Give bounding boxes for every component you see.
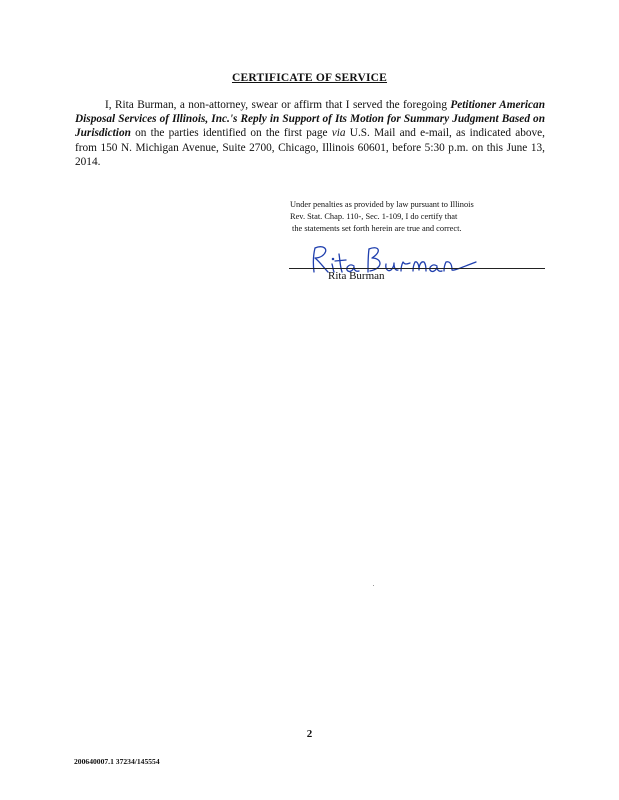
- penalty-line: Rev. Stat. Chap. 110-, Sec. 1-109, I do certify that: [290, 211, 458, 221]
- body-via: via: [331, 127, 346, 140]
- body-intro: I, Rita Burman, a non-attorney, swear or affirm that I served the foregoing: [105, 99, 451, 111]
- penalty-statement: [290, 199, 530, 234]
- signer-name: Rita Burman: [328, 270, 385, 282]
- certificate-body: [75, 98, 545, 169]
- penalty-line: Under penalties as provided by law pursuant to Illinois: [290, 200, 474, 209]
- body-ending: U.S. Mail and e-mail, as indicated above, from 150 N. Michigan Avenue, Suite 2700, Chicago, Illinois 60601, before 5:30 p.m. on this June 13, 2014.: [75, 127, 546, 168]
- penalty-line: the statements set forth herein are true and correct.: [292, 223, 462, 233]
- document-id: 200640007.1 37234/145554: [74, 757, 160, 766]
- body-middle: on the parties identified on the first page: [130, 127, 332, 140]
- scan-speck: [373, 585, 374, 586]
- signature-line: [289, 268, 545, 269]
- document-title: Petitioner American Disposal Services of Illinois, Inc.'s Reply in Support of Its Motion for Summary Judgment Based on Jurisdiction: [75, 99, 545, 140]
- page-number: 2: [306, 728, 313, 740]
- certificate-title: CERTIFICATE OF SERVICE: [231, 72, 388, 84]
